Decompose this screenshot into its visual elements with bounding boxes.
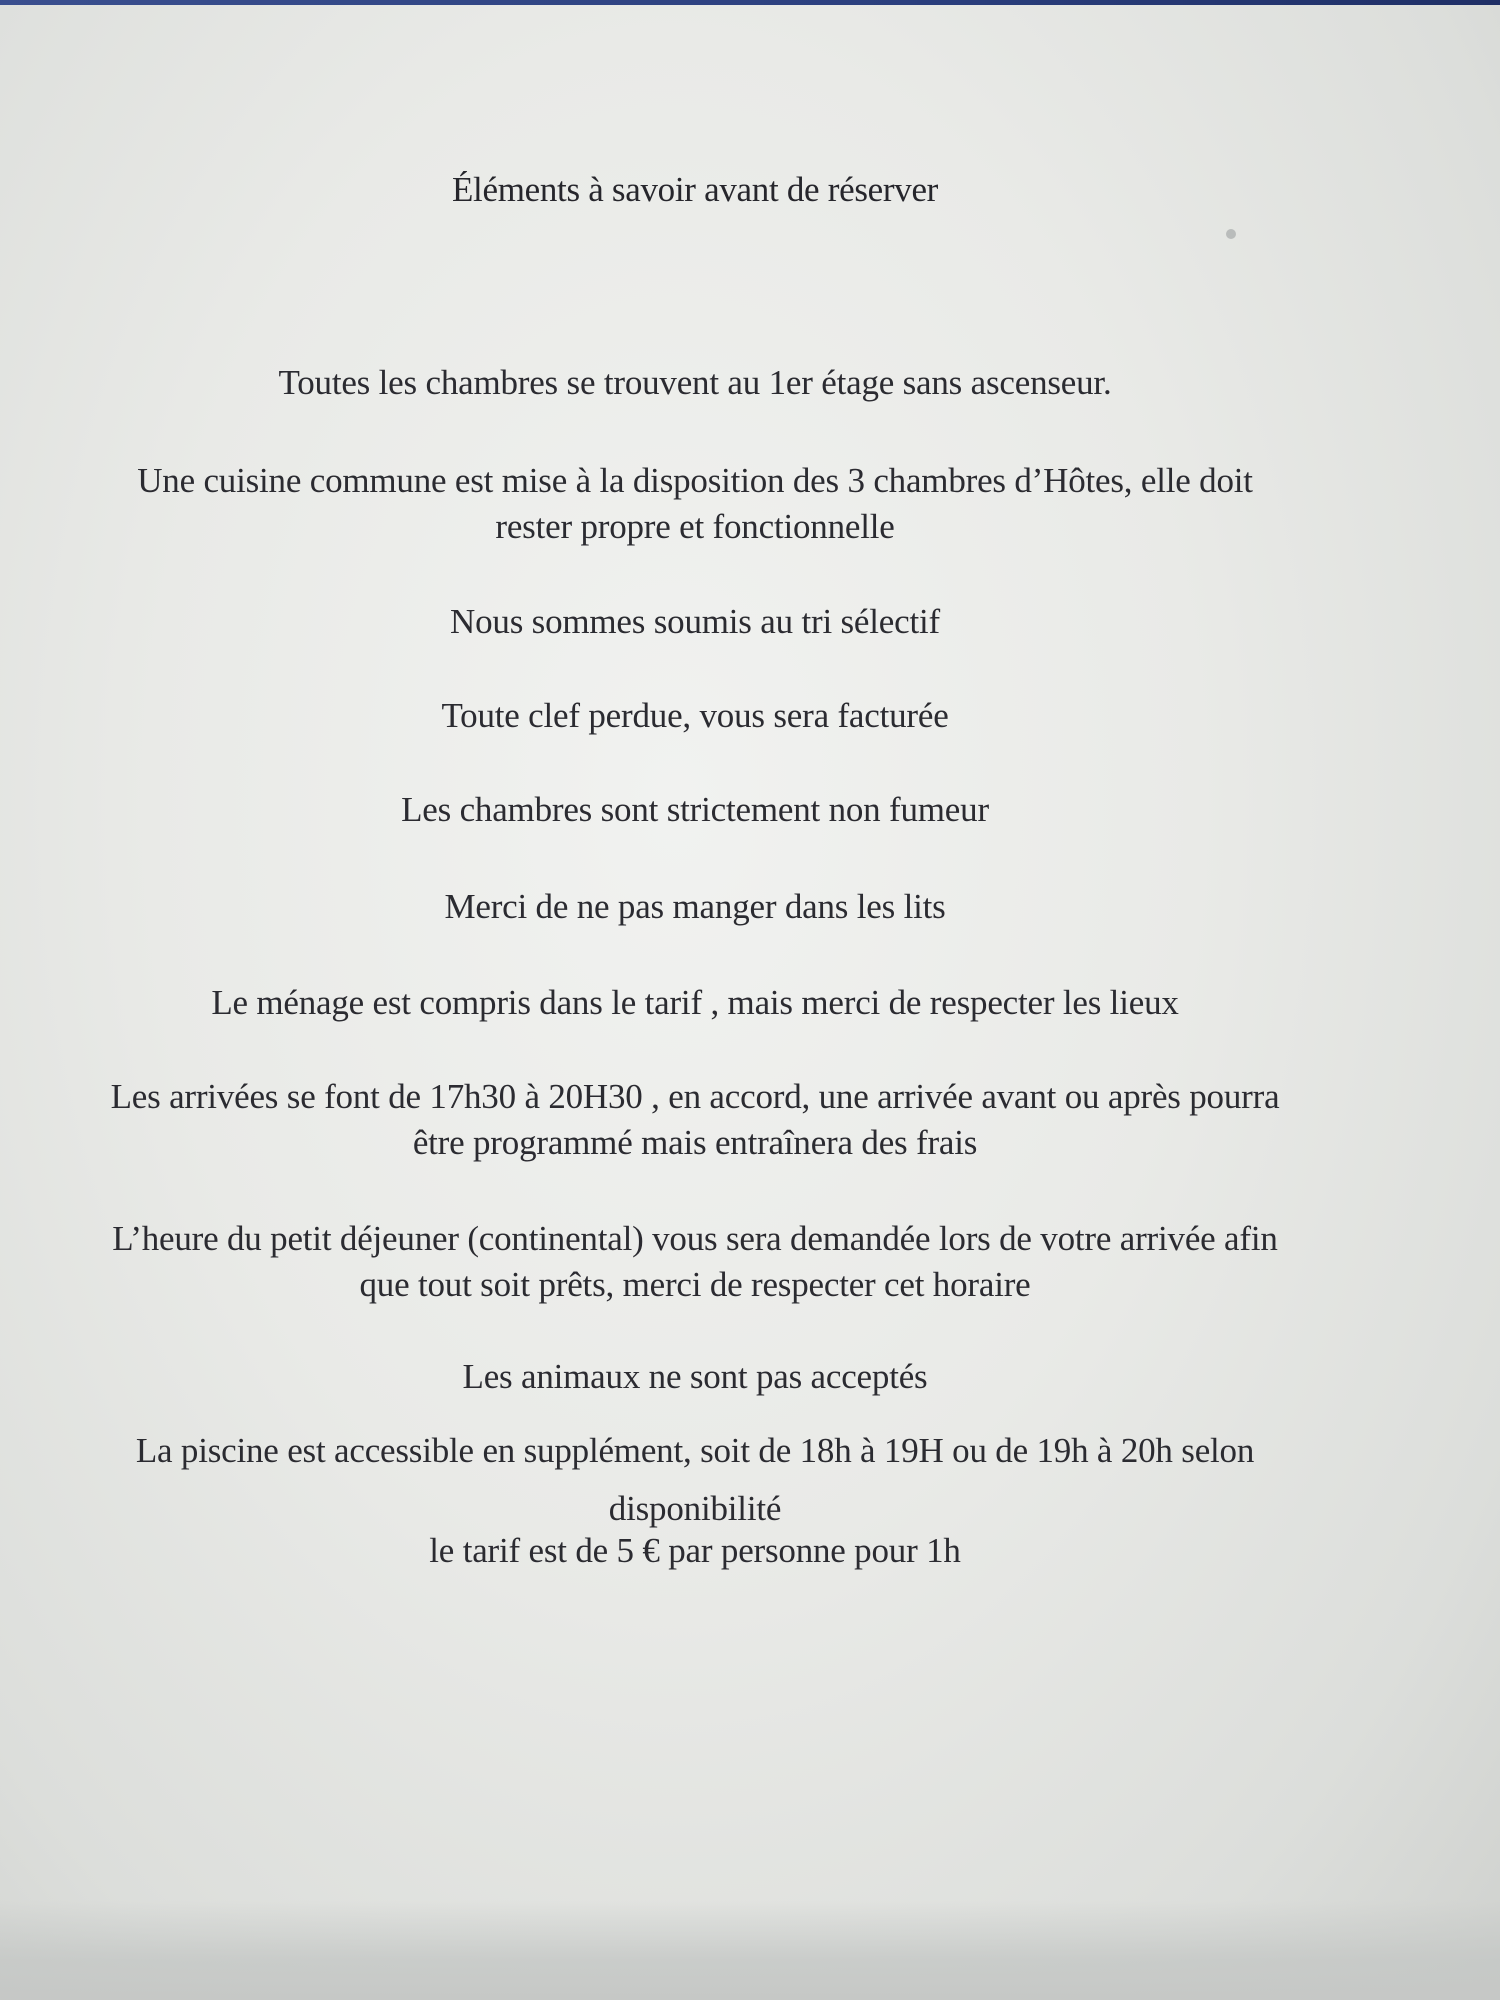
bottom-shadow bbox=[0, 1900, 1500, 2000]
rule-line-pool-3: le tarif est de 5 € par personne pour 1h bbox=[429, 1531, 961, 1570]
rule-line-cleaning: Le ménage est compris dans le tarif , mais merci de respecter les lieux bbox=[211, 983, 1179, 1022]
rule-line-no-pets: Les animaux ne sont pas acceptés bbox=[462, 1357, 928, 1396]
rule-line-breakfast-1: L’heure du petit déjeuner (continental) vous sera demandée lors de votre arrivée afin bbox=[112, 1219, 1278, 1258]
rule-line-pool-1: La piscine est accessible en supplément, soit de 18h à 19H ou de 19h à 20h selon bbox=[135, 1431, 1255, 1470]
screen-top-edge bbox=[0, 0, 1500, 5]
rule-line-no-eating-beds: Merci de ne pas manger dans les lits bbox=[444, 887, 946, 926]
rule-line-kitchen-1: Une cuisine commune est mise à la disposition des 3 chambres d’Hôtes, elle doit bbox=[137, 461, 1253, 500]
rule-line-breakfast-2: que tout soit prêts, merci de respecter cet horaire bbox=[359, 1265, 1031, 1304]
rule-line-kitchen-2: rester propre et fonctionnelle bbox=[495, 507, 895, 546]
dust-speck bbox=[1226, 229, 1236, 239]
rule-line-pool-2: disponibilité bbox=[608, 1489, 782, 1528]
rule-line-non-smoking: Les chambres sont strictement non fumeur bbox=[401, 790, 989, 829]
rule-line-arrivals-2: être programmé mais entraînera des frais bbox=[412, 1123, 978, 1162]
rule-line-elevator: Toutes les chambres se trouvent au 1er étage sans ascenseur. bbox=[278, 363, 1112, 402]
rule-line-recycling: Nous sommes soumis au tri sélectif bbox=[450, 602, 940, 641]
rule-line-lost-key: Toute clef perdue, vous sera facturée bbox=[441, 696, 949, 735]
rule-line-arrivals-1: Les arrivées se font de 17h30 à 20H30 , en accord, une arrivée avant ou après pourra bbox=[110, 1077, 1280, 1116]
document-title: Éléments à savoir avant de réserver bbox=[451, 170, 939, 209]
